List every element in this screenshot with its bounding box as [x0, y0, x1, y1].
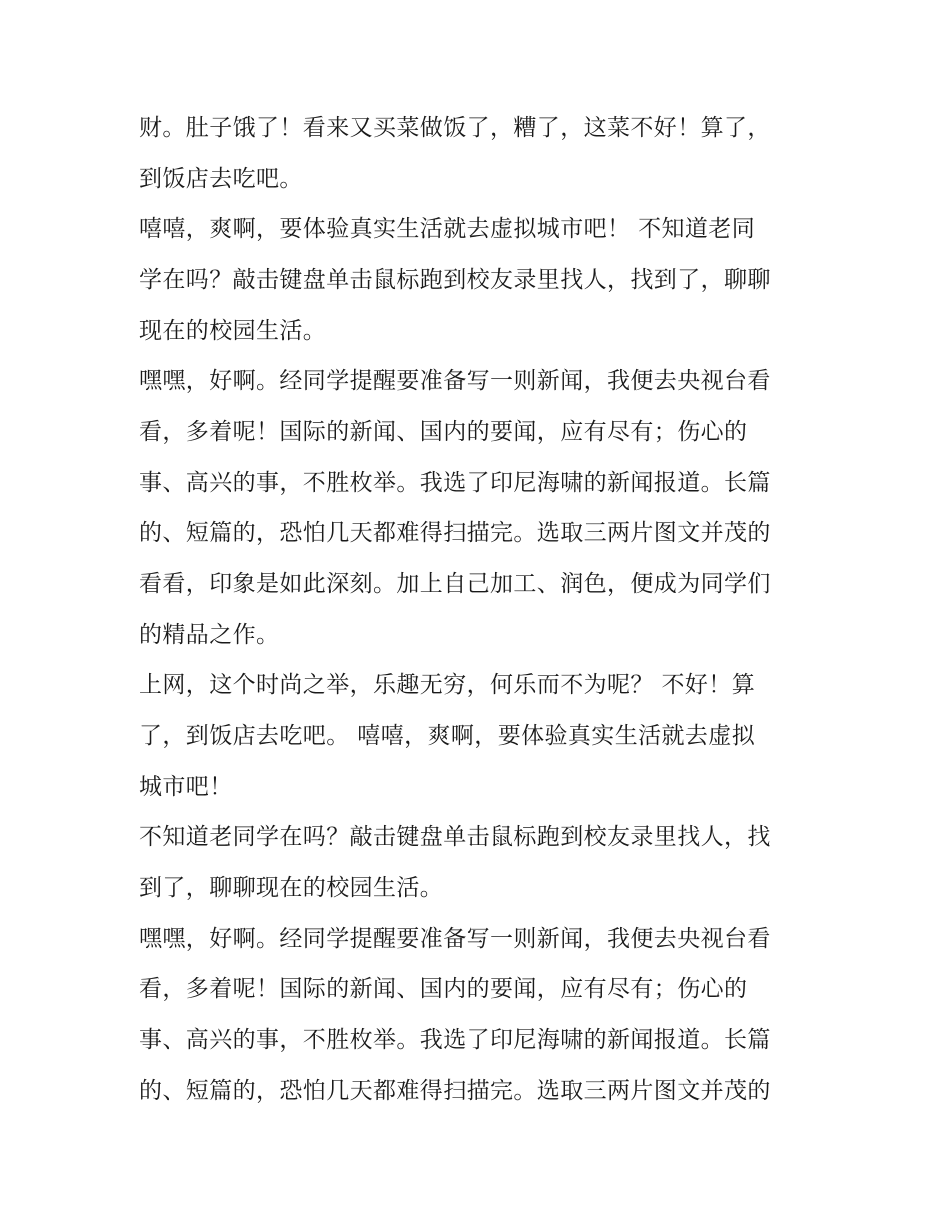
text-line: 嘿嘿，好啊。经同学提醒要准备写一则新闻，我便去央视台看 [139, 368, 771, 394]
text-line: 看，多着呢！国际的新闻、国内的要闻，应有尽有；伤心的 [139, 976, 748, 1002]
text-line: 了，到饭店去吃吧。 嘻嘻，爽啊，要体验真实生活就去虚拟 [139, 723, 756, 749]
text-line: 看，多着呢！国际的新闻、国内的要闻，应有尽有；伤心的 [139, 419, 748, 445]
text-line: 事、高兴的事，不胜枚举。我选了印尼海啸的新闻报道。长篇 [139, 1027, 771, 1053]
text-line: 事、高兴的事，不胜枚举。我选了印尼海啸的新闻报道。长篇 [139, 470, 771, 496]
text-line: 上网，这个时尚之举，乐趣无穷，何乐而不为呢？ 不好！算 [139, 672, 756, 698]
text-line: 到饭店去吃吧。 [139, 166, 303, 192]
text-line: 嘿嘿，好啊。经同学提醒要准备写一则新闻，我便去央视台看 [139, 926, 771, 952]
text-line: 现在的校园生活。 [139, 318, 327, 344]
text-line: 的、短篇的，恐怕几天都难得扫描完。选取三两片图文并茂的 [139, 1078, 771, 1104]
text-line: 到了，聊聊现在的校园生活。 [139, 875, 444, 901]
text-line: 城市吧！ [139, 774, 233, 800]
text-line: 看看，印象是如此深刻。加上自己加工、润色，便成为同学们 [139, 571, 771, 597]
text-line: 学在吗？敲击键盘单击鼠标跑到校友录里找人，找到了，聊聊 [139, 267, 771, 293]
text-line: 财。肚子饿了！看来又买菜做饭了，糟了，这菜不好！算了， [139, 115, 771, 141]
text-line: 的、短篇的，恐怕几天都难得扫描完。选取三两片图文并茂的 [139, 520, 771, 546]
text-line: 的精品之作。 [139, 622, 280, 648]
text-line: 嘻嘻，爽啊，要体验真实生活就去虚拟城市吧！ 不知道老同 [139, 216, 756, 242]
text-line: 不知道老同学在吗？敲击键盘单击鼠标跑到校友录里找人，找 [139, 824, 771, 850]
